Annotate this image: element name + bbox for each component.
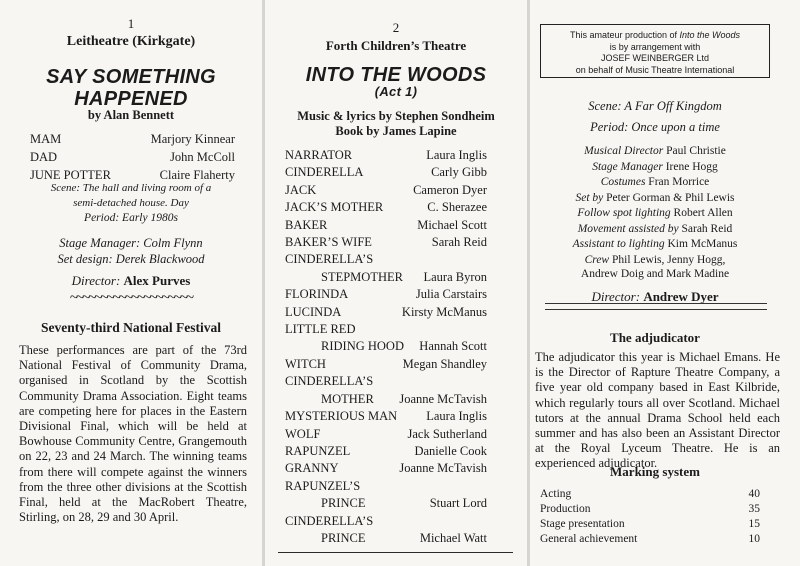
cast-row <box>285 234 487 251</box>
cast-actor: Cameron Dyer <box>413 182 487 197</box>
cast-row <box>285 217 487 234</box>
marking-table <box>540 487 760 547</box>
director-label: Director: <box>591 289 641 304</box>
cast-row <box>285 356 487 373</box>
cast-role: RAPUNZEL <box>285 443 351 458</box>
cast-actor: Sarah Reid <box>431 235 487 250</box>
play-title: INTO THE WOODS <box>305 64 487 86</box>
marking-row <box>540 517 760 532</box>
cast-role: WITCH <box>285 356 326 371</box>
adjudicator-heading: The adjudicator <box>610 330 700 345</box>
panel-production-info <box>530 0 800 566</box>
crew-person: Phil Lewis, Jenny Hogg, <box>611 253 726 266</box>
cast-role: CINDERELLA’S <box>285 374 374 389</box>
crew-person: Irene Hogg <box>665 160 718 173</box>
cast-actor: Julia Carstairs <box>415 287 487 302</box>
crew-line <box>530 237 780 253</box>
cast-row <box>285 147 487 164</box>
cast-actor: Hannah Scott <box>419 339 487 354</box>
cast-role: JACK’S MOTHER <box>285 200 384 215</box>
panel-say-something-happened <box>0 0 262 566</box>
crew-role: Follow spot lighting <box>577 207 671 219</box>
crew-person: Paul Christie <box>666 145 726 157</box>
cast-row: JUNE POTTER Claire Flaherty <box>30 168 235 182</box>
cast-role: MOTHER <box>321 391 374 406</box>
cast-row <box>285 286 487 303</box>
crew-role: Set by <box>575 191 604 204</box>
cast-role: CINDERELLA <box>285 165 364 180</box>
period: Period: Once upon a time <box>590 120 720 134</box>
crew-line <box>530 191 780 207</box>
crew-list <box>530 144 780 268</box>
cast-role: STEPMOTHER <box>321 269 403 284</box>
festival-text: These performances are part of the 73rd National Festival of Community Drama, organised in Scotland by the Scottish Community Drama Association. Eight teams are competing here for places in the Eastern Divisional Final, which will be held at Bowhouse Community Centre, Grangemouth on 22, 23 and 24 March. The winning teams from there will compete against the winners from the three other divisions at the Scottish Final, held at the MacRobert Theatre, Stirling, on 28, 29 and 30 April. <box>19 343 247 525</box>
cast-role: RAPUNZEL’S <box>285 478 361 493</box>
crew-line <box>530 253 780 269</box>
scene: Scene: A Far Off Kingdom <box>588 99 722 113</box>
cast-row: DAD John McColl <box>30 150 235 164</box>
cast-role: FLORINDA <box>285 287 349 302</box>
cast-role: CINDERELLA’S <box>285 513 374 528</box>
cast-row <box>285 373 487 390</box>
play-title-line2: HAPPENED <box>74 88 188 110</box>
license-notice: This amateur production of Into the Woods is by arrangement with JOSEF WEINBERGER Ltd on behalf of Music Theatre International <box>540 24 770 78</box>
crew-role: Crew <box>584 253 610 266</box>
marking-points: 10 <box>748 533 760 545</box>
cast-actor: Stuart Lord <box>429 496 487 511</box>
crew-role: Assistant to lighting <box>572 238 665 250</box>
cast-role: LUCINDA <box>285 304 342 319</box>
marking-category: Stage presentation <box>540 518 625 530</box>
cast-role: RIDING HOOD <box>321 339 404 354</box>
adjudicator-text: The adjudicator this year is Michael Emans. He is the Director of Rapture Theatre Company, a five year old company based in East Kilbride, which regularly tours all over Scotland. Michael tutors at the annual Drama School held each summer and has also been an Assistant Director at the Royal Lyceum Theatre. He is an experienced adjudicator. <box>535 350 780 471</box>
cast-row <box>285 164 487 181</box>
cast-row <box>285 426 487 443</box>
cast-row <box>285 199 487 216</box>
marking-row <box>540 532 760 547</box>
director-label: Director: <box>71 273 121 288</box>
festival-heading: Seventy-third National Festival <box>41 320 221 335</box>
cast-actor: Michael Watt <box>419 530 487 545</box>
cast-row: MAM Marjory Kinnear <box>30 132 235 146</box>
cast-actor: C. Sherazee <box>427 200 487 215</box>
cast-role: NARRATOR <box>285 148 353 162</box>
cast-role: CINDERELLA’S <box>285 252 374 267</box>
cast-row <box>285 321 487 338</box>
marking-category: Acting <box>540 488 572 500</box>
cast-actor: Joanne McTavish <box>399 391 487 406</box>
crew-person: Sarah Reid <box>681 222 733 235</box>
marking-points: 15 <box>748 518 760 530</box>
cast-actor: Laura Inglis <box>426 409 487 424</box>
cast-row <box>285 269 487 286</box>
cast-role: WOLF <box>285 426 321 441</box>
crew-line <box>530 206 780 222</box>
cast-row <box>285 182 487 199</box>
crew-role: Costumes <box>600 176 646 188</box>
cast-row <box>285 530 487 547</box>
crew-person: Peter Gorman & Phil Lewis <box>606 191 735 204</box>
director-name: Alex Purves <box>123 273 191 288</box>
crew-line <box>530 160 780 176</box>
cast-actor: Jack Sutherland <box>407 426 487 441</box>
cast-row <box>285 513 487 530</box>
production-credits: Stage Manager: Colm Flynn Set design: Derek Blackwood <box>57 236 205 266</box>
cast-row <box>285 460 487 477</box>
cast-actor: Danielle Cook <box>414 443 487 458</box>
cast-role: BAKER’S WIFE <box>285 235 372 250</box>
director-line <box>0 273 262 289</box>
play-author: by Alan Bennett <box>87 108 175 122</box>
play-subtitle: (Act 1) <box>374 84 418 99</box>
cast-role: PRINCE <box>321 530 366 545</box>
marking-row <box>540 487 760 502</box>
double-rule <box>545 303 767 310</box>
marking-heading: Marking system <box>610 464 700 479</box>
crew-continued: Andrew Doig and Mark Madine <box>580 268 730 280</box>
crew-role: Musical Director <box>584 145 664 157</box>
cast-actor: Michael Scott <box>417 217 487 232</box>
cast-row <box>285 338 487 355</box>
cast-role: JACK <box>285 182 317 197</box>
marking-category: Production <box>540 503 591 515</box>
company-name: Forth Children’s Theatre <box>325 38 467 53</box>
period: Period: Early 1980s <box>84 212 178 224</box>
crew-role: Movement assisted by <box>577 222 679 235</box>
crew-line <box>530 222 780 238</box>
marking-points: 40 <box>748 488 760 500</box>
cast-role: PRINCE <box>321 496 366 511</box>
cast-list <box>30 130 235 184</box>
marking-category: General achievement <box>540 533 638 545</box>
cast-actor: Joanne McTavish <box>399 461 487 476</box>
cast-row <box>285 408 487 425</box>
venue: Leitheatre (Kirkgate) <box>66 34 196 49</box>
wave-divider: ~~~~~~~~~~~~~~~~~~~~ <box>69 290 193 306</box>
crew-line <box>530 175 780 191</box>
crew-person: Fran Morrice <box>648 176 710 188</box>
cast-list <box>285 147 487 547</box>
marking-points: 35 <box>748 503 760 515</box>
credits: Music & lyrics by Stephen Sondheim Book by James Lapine <box>297 109 495 138</box>
crew-line <box>530 144 780 160</box>
crew-person: Robert Allen <box>673 207 733 219</box>
scene-description: Scene: The hall and living room of a semi-detached house. Day <box>50 182 212 209</box>
cast-row <box>285 251 487 268</box>
cast-row <box>285 495 487 512</box>
panel-number: 1 <box>127 16 135 31</box>
crew-person: Kim McManus <box>667 238 738 250</box>
cast-role: LITTLE RED <box>285 322 356 337</box>
bottom-rule <box>278 552 513 553</box>
cast-row <box>285 443 487 460</box>
panel-number: 2 <box>392 20 400 35</box>
cast-actor: Kirsty McManus <box>401 304 487 319</box>
cast-actor: Laura Byron <box>423 269 487 284</box>
crew-role: Stage Manager <box>592 160 663 173</box>
cast-actor: Carly Gibb <box>431 165 487 180</box>
cast-actor: Megan Shandley <box>402 356 487 371</box>
cast-row <box>285 391 487 408</box>
play-title-line1: SAY SOMETHING <box>46 66 216 88</box>
cast-row <box>285 304 487 321</box>
cast-role: GRANNY <box>285 461 339 476</box>
panel-into-the-woods <box>265 0 527 566</box>
cast-role: BAKER <box>285 217 328 232</box>
cast-role: MYSTERIOUS MAN <box>285 409 398 424</box>
cast-row <box>285 478 487 495</box>
cast-actor: Laura Inglis <box>426 148 487 162</box>
director-name: Andrew Dyer <box>643 289 719 304</box>
marking-row <box>540 502 760 517</box>
